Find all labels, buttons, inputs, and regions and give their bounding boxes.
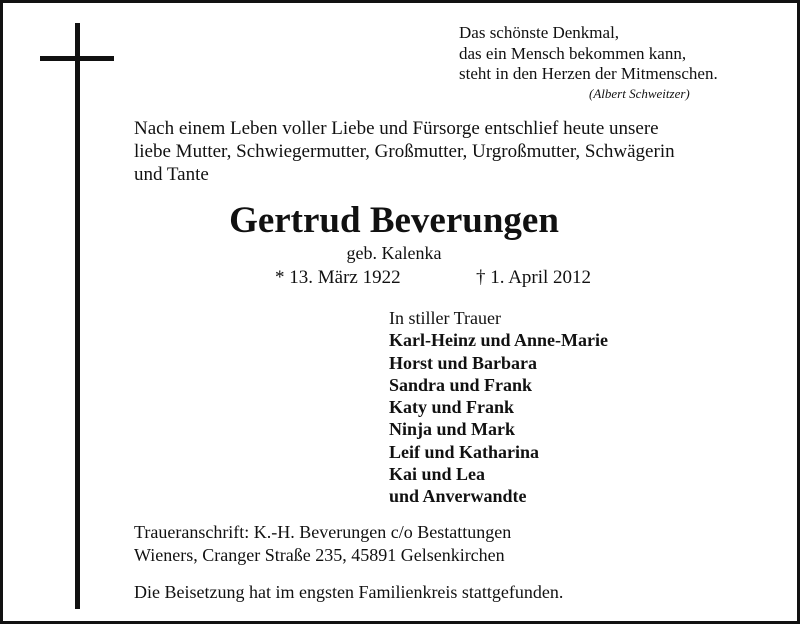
memorial-quote [459,23,779,102]
birth-date: * 13. März 1922 [275,267,401,288]
intro-line: liebe Mutter, Schwiegermutter, Großmutter, Urgroßmutter, Schwägerin [134,141,675,162]
funeral-note: Die Beisetzung hat im engsten Familienkreis stattgefunden. [134,582,564,602]
mourner-name: Ninja und Mark [389,419,516,440]
mourning-address [134,521,511,567]
maiden-name: geb. Kalenka [346,243,442,263]
mourner-name: Leif und Katharina [389,441,540,462]
address-line: Traueranschrift: K.-H. Beverungen c/o Bestattungen [134,522,512,542]
mourners-list [389,307,608,508]
intro-line: und Tante [134,164,209,185]
mourners-heading: In stiller Trauer [389,308,501,328]
intro-line: Nach einem Leben voller Liebe und Fürsorge entschlief heute unsere [134,118,659,139]
quote-line: Das schönste Denkmal, [459,23,620,42]
mourner-name: und Anverwandte [389,486,527,507]
death-date: † 1. April 2012 [476,267,592,288]
mourner-name: Kai und Lea [389,464,486,485]
quote-author: (Albert Schweitzer) [589,85,690,101]
mourner-name: Katy und Frank [389,397,515,418]
mourner-name: Horst und Barbara [389,352,538,373]
quote-line: das ein Mensch bekommen kann, [459,43,687,63]
cross-vertical-bar [75,23,80,609]
mourner-name: Sandra und Frank [389,374,533,395]
mourner-name: Karl-Heinz und Anne-Marie [389,330,608,351]
deceased-name: Gertrud Beverungen [229,200,559,241]
intro-text [134,117,774,186]
quote-line: steht in den Herzen der Mitmenschen. [459,64,718,83]
cross-horizontal-bar [40,56,114,61]
address-line: Wieners, Cranger Straße 235, 45891 Gelsenkirchen [134,545,505,565]
